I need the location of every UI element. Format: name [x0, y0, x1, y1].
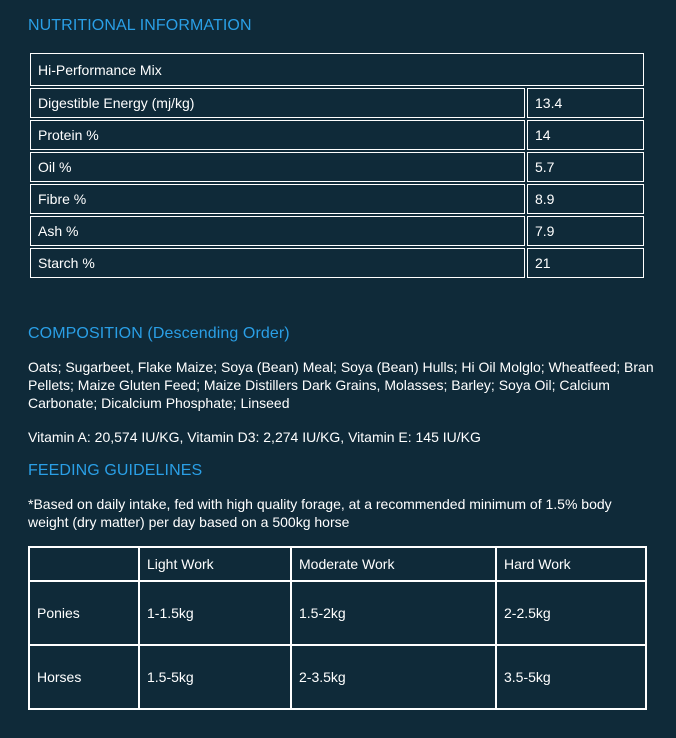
table-row: [30, 152, 644, 182]
nutrient-value: 21: [527, 248, 644, 278]
nutrient-label: Oil %: [30, 152, 525, 182]
table-row: [29, 645, 646, 709]
vitamins-text: Vitamin A: 20,574 IU/KG, Vitamin D3: 2,274 IU/KG, Vitamin E: 145 IU/KG: [28, 429, 481, 445]
light-work-amount: 1.5-5kg: [139, 645, 291, 709]
row-label: Ponies: [29, 581, 139, 645]
nutritional-information-heading: NUTRITIONAL INFORMATION: [28, 17, 252, 34]
nutrient-value: 7.9: [527, 216, 644, 246]
table-header-row: [29, 547, 646, 581]
row-label: Horses: [29, 645, 139, 709]
nutrition-table: [28, 51, 646, 280]
nutrient-label: Ash %: [30, 216, 525, 246]
nutrient-value: 14: [527, 120, 644, 150]
feeding-note: *Based on daily intake, fed with high quality forage, at a recommended minimum of 1.5% body weight (dry matter) per day based on a 500kg horse: [28, 496, 612, 530]
table-row: [30, 248, 644, 278]
nutrient-value: 5.7: [527, 152, 644, 182]
nutrient-label: Fibre %: [30, 184, 525, 214]
table-row: [30, 53, 644, 86]
moderate-work-amount: 1.5-2kg: [291, 581, 496, 645]
table-row: [30, 120, 644, 150]
column-header-empty: [29, 547, 139, 581]
table-row: [29, 581, 646, 645]
table-row: [30, 216, 644, 246]
feeding-guidelines-heading: FEEDING GUIDELINES: [28, 462, 203, 479]
product-name: Hi-Performance Mix: [30, 53, 644, 86]
table-row: [30, 184, 644, 214]
nutrient-value: 8.9: [527, 184, 644, 214]
nutrient-label: Starch %: [30, 248, 525, 278]
nutrient-label: Protein %: [30, 120, 525, 150]
feeding-table: [28, 546, 647, 710]
column-header-light-work: Light Work: [139, 547, 291, 581]
nutrient-value: 13.4: [527, 88, 644, 118]
moderate-work-amount: 2-3.5kg: [291, 645, 496, 709]
light-work-amount: 1-1.5kg: [139, 581, 291, 645]
composition-heading: COMPOSITION (Descending Order): [28, 325, 290, 342]
nutrient-label: Digestible Energy (mj/kg): [30, 88, 525, 118]
ingredients-list: Oats; Sugarbeet, Flake Maize; Soya (Bean) Meal; Soya (Bean) Hulls; Hi Oil Molglo; Wheatfeed; Bran Pellets; Maize Gluten Feed; Maize Distillers Dark Grains, Molasses; Barley; Soya Oil; Calcium Carbonate; Dicalcium Phosphate; Linseed: [28, 359, 654, 411]
table-row: [30, 88, 644, 118]
column-header-hard-work: Hard Work: [496, 547, 646, 581]
column-header-moderate-work: Moderate Work: [291, 547, 496, 581]
hard-work-amount: 3.5-5kg: [496, 645, 646, 709]
hard-work-amount: 2-2.5kg: [496, 581, 646, 645]
